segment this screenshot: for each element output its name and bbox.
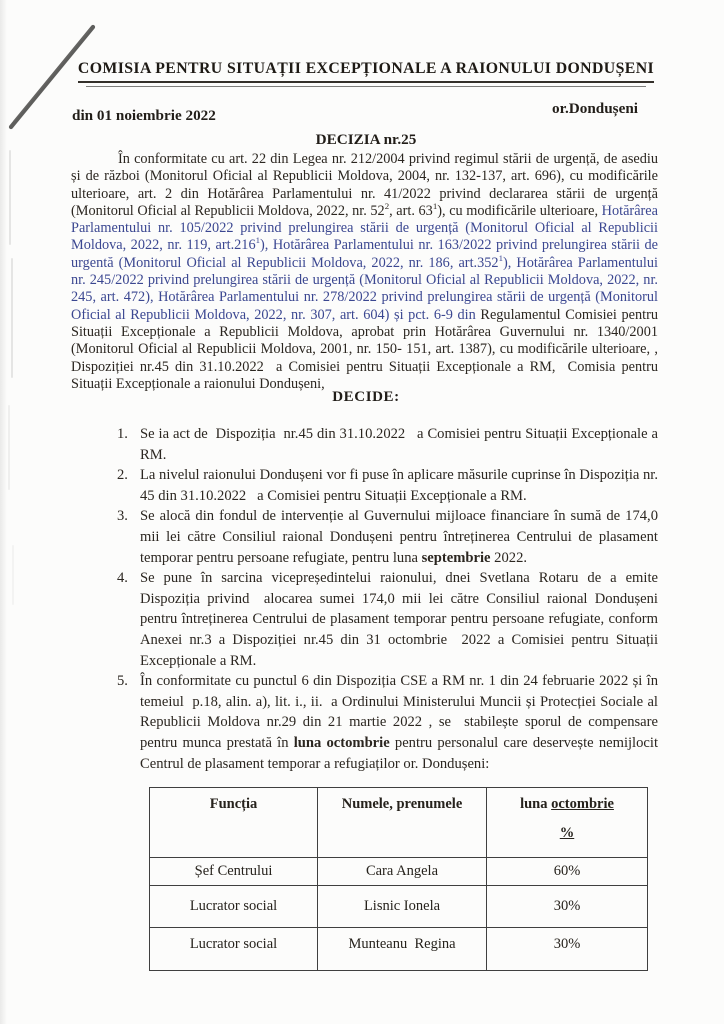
item-number: 4.: [117, 570, 128, 587]
item-number: 2.: [117, 467, 128, 484]
item-number: 3.: [117, 508, 128, 525]
list-item-5: [117, 671, 658, 774]
col-header-luna-octombrie: [487, 788, 648, 858]
list-item-1: [117, 424, 658, 465]
table-row: [150, 928, 648, 971]
col-header-functia: Funcția: [150, 788, 318, 858]
cell-nume: Munteanu Regina: [318, 928, 487, 971]
item-number: 1.: [117, 426, 128, 442]
decision-number: DECIZIA nr.25: [315, 131, 417, 148]
cell-functia: Șef Centrului: [150, 858, 318, 886]
list-item-3: [117, 506, 658, 568]
preamble-paragraph: În conformitate cu art. 22 din Legea nr. 212/2004 privind regimul stării de urgență, de asediu și de război (Monitorul Oficial al Republicii Moldova, 2004, nr. 132-137, art. 696), cu modificările ulterioare, art. 2 din Hotărârea Parlamentului nr. 41/2022 privind declararea stării de urgență (Monitorul Oficial al Republicii Moldova, 2022, nr. $52^2$, art. $63^1$), cu modificările ulterioare, Hotărârea Parlamentului nr. 105/2022 privind prelungirea stării de urgență (Monitorul Oficial al Republicii Moldova, 2022, nr. 119, art.216$^1$), Hotărârea Parlamentului nr. 163/2022 privind prelungirea stării de urgentă (Monitorul Oficial al Republicii Moldova, 2022, nr. 186, art.352$^1$), Hotărârea Parlamentului nr. 245/2022 privind prelungirea stării de urgență (Monitorul Oficial al Republicii Moldova, 2022, nr. 245, art. 472), Hotărârea Parlamentului nr. 278/2022 privind prelungirea stării de urgență (Monitorul Oficial al Republicii Moldova, 2022, nr. 307, art. 604) și pct. 6-9 din Regulamentul Comisiei pentru Situații Excepționale a Republicii Moldova, aprobat prin Hotărârea Guvernului nr. 1340/2001 (Monitorul Oficial al Republicii Moldova, 2001, nr. 150- 151, art. 1387), cu modificările ulterioare, , Dispoziției nr.45 din 31.10.2022 a Comisiei pentru Situații Excepționale a RM, Comisia pentru Situații Excepționale a raionului Dondușeni,: [71, 151, 658, 392]
table-header-row: [150, 788, 648, 858]
document-header: [70, 60, 662, 87]
table-row: [150, 886, 648, 928]
list-item-2: [117, 465, 658, 506]
item-number: 5.: [117, 673, 128, 690]
item-text: În conformitate cu punctul 6 din Dispoziția CSE a RM nr. 1 din 24 februarie 2022 și în temeiul p.18, alin. a), lit. i., ii. a Ordinului Ministerului Muncii și Protecției Sociale al Republicii Moldova nr.29 din 21 martie 2022 , se stabilește sporul de compensare pentru munca prestată în luna octombrie pentru personalul care deservește nemijlocit Centrul de plasament temporar a refugiaților or. Dondușeni:: [140, 673, 658, 772]
cell-functia: Lucrator social: [150, 928, 318, 971]
document-place: or.Dondușeni: [552, 100, 638, 117]
col-header-percent-line: %: [559, 825, 575, 841]
decide-label: DECIDE:: [332, 389, 400, 405]
item-text: La nivelul raionului Dondușeni vor fi puse în aplicare măsurile cuprinse în Dispoziția nr. 45 din 31.10.2022 a Comisiei pentru Situații Excepționale a RM.: [140, 467, 658, 504]
decision-items-list: [117, 424, 658, 774]
cell-procent: 30%: [487, 928, 648, 971]
header-rule: [86, 86, 646, 87]
document-title: COMISIA PENTRU SITUAȚII EXCEPȚIONALE A RAIONULUI DONDUȘENI: [78, 60, 654, 83]
item-text: Se alocă din fondul de intervenție al Guvernului mijloace financiare în sumă de 174,0 mii lei către Consiliul raional Dondușeni pentru întreținerea Centrului de plasament temporar pentru persoane refugiate, pentru luna septembrie 2022.: [140, 508, 658, 566]
cell-procent: 60%: [487, 858, 648, 886]
document-date: din 01 noiembrie 2022: [72, 107, 216, 124]
cell-functia: Lucrator social: [150, 886, 318, 928]
item-text: Se pune în sarcina vicepreședintelui raionului, dnei Svetlana Rotaru de a emite Dispoziția privind alocarea sumei 174,0 mii lei către Consiliul raional Dondușeni pentru întreținerea Centrului de plasament temporar pentru persoane refugiate, conform Anexei nr.3 a Dispoziției nr.45 din 31 octombrie 2022 a Comisiei pentru Situații Excepționale a RM.: [140, 570, 658, 669]
col-header-month-line: luna octombrie: [520, 796, 614, 812]
compensation-table: [149, 787, 648, 971]
date-place-row: [72, 100, 638, 125]
table-row: [150, 858, 648, 886]
col-header-nume: Numele, prenumele: [318, 788, 487, 858]
item-text: Se ia act de Dispoziția nr.45 din 31.10.2022 a Comisiei pentru Situații Excepționale a RM.: [140, 426, 658, 463]
cell-procent: 30%: [487, 886, 648, 928]
list-item-4: [117, 568, 658, 671]
cell-nume: Cara Angela: [318, 858, 487, 886]
cell-nume: Lisnic Ionela: [318, 886, 487, 928]
